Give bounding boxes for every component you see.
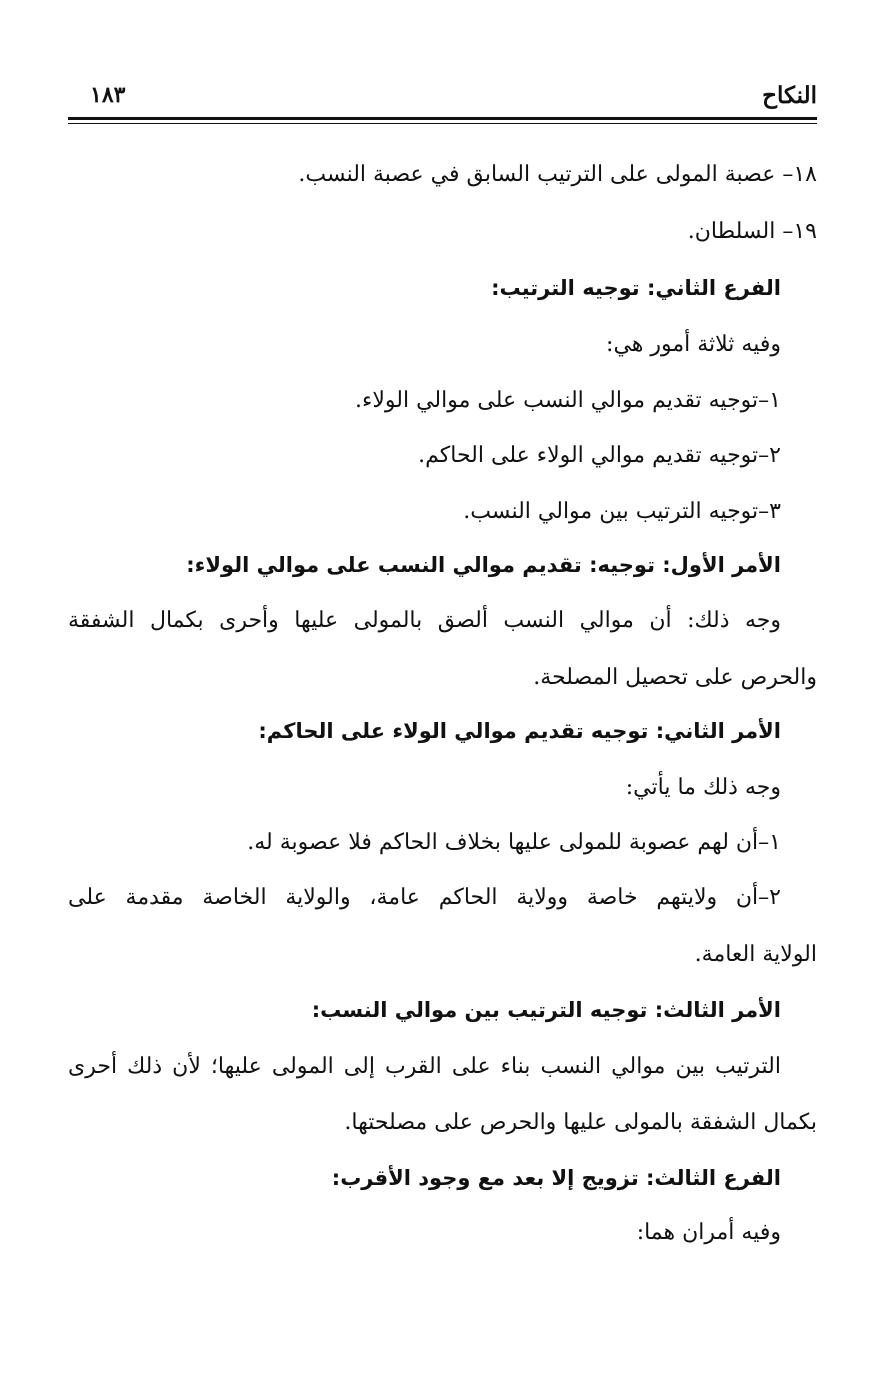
header-rule-thick [68, 117, 817, 120]
header-rule-thin [68, 123, 817, 124]
paragraph-line: الولاية العامة. [694, 942, 817, 967]
subsection-heading: الأمر الثالث: توجيه الترتيب بين موالي النسب: [311, 998, 781, 1022]
list-item: ٢–توجيه تقديم موالي الولاء على الحاكم. [418, 443, 781, 468]
list-item-19: ١٩– السلطان. [687, 219, 817, 244]
page-number: ١٨٣ [90, 82, 126, 108]
paragraph-line: بكمال الشفقة بالمولى عليها والحرص على مصلحتها. [344, 1110, 817, 1135]
paragraph-line: والحرص على تحصيل المصلحة. [533, 665, 817, 690]
list-item-18: ١٨– عصبة المولى على الترتيب السابق في عصبة النسب. [298, 162, 817, 187]
paragraph-line: وفيه أمران هما: [636, 1220, 781, 1245]
paragraph-line: وجه ذلك ما يأتي: [625, 775, 781, 800]
list-item: ٢–أن ولايتهم خاصة وولاية الحاكم عامة، والولاية الخاصة مقدمة على [68, 885, 781, 910]
running-header [68, 82, 817, 112]
subsection-heading: الأمر الثاني: توجيه تقديم موالي الولاء على الحاكم: [258, 719, 781, 743]
list-item: ٣–توجيه الترتيب بين موالي النسب. [463, 499, 781, 524]
subsection-heading: الأمر الأول: توجيه: تقديم موالي النسب على موالي الولاء: [186, 553, 781, 577]
section-heading: الفرع الثالث: تزويج إلا بعد مع وجود الأقرب: [331, 1166, 781, 1190]
list-item: ١–توجيه تقديم موالي النسب على موالي الولاء. [355, 388, 781, 413]
paragraph-line: وجه ذلك: أن موالي النسب ألصق بالمولى عليها وأحرى بكمال الشفقة [68, 608, 781, 633]
section-heading: الفرع الثاني: توجيه الترتيب: [491, 276, 781, 300]
chapter-title: النكاح [762, 82, 817, 109]
list-item: ١–أن لهم عصوبة للمولى عليها بخلاف الحاكم فلا عصوبة له. [247, 830, 781, 855]
paragraph-line: وفيه ثلاثة أمور هي: [606, 332, 781, 357]
paragraph-line: الترتيب بين موالي النسب بناء على القرب إلى المولى عليها؛ لأن ذلك أحرى [68, 1054, 781, 1079]
